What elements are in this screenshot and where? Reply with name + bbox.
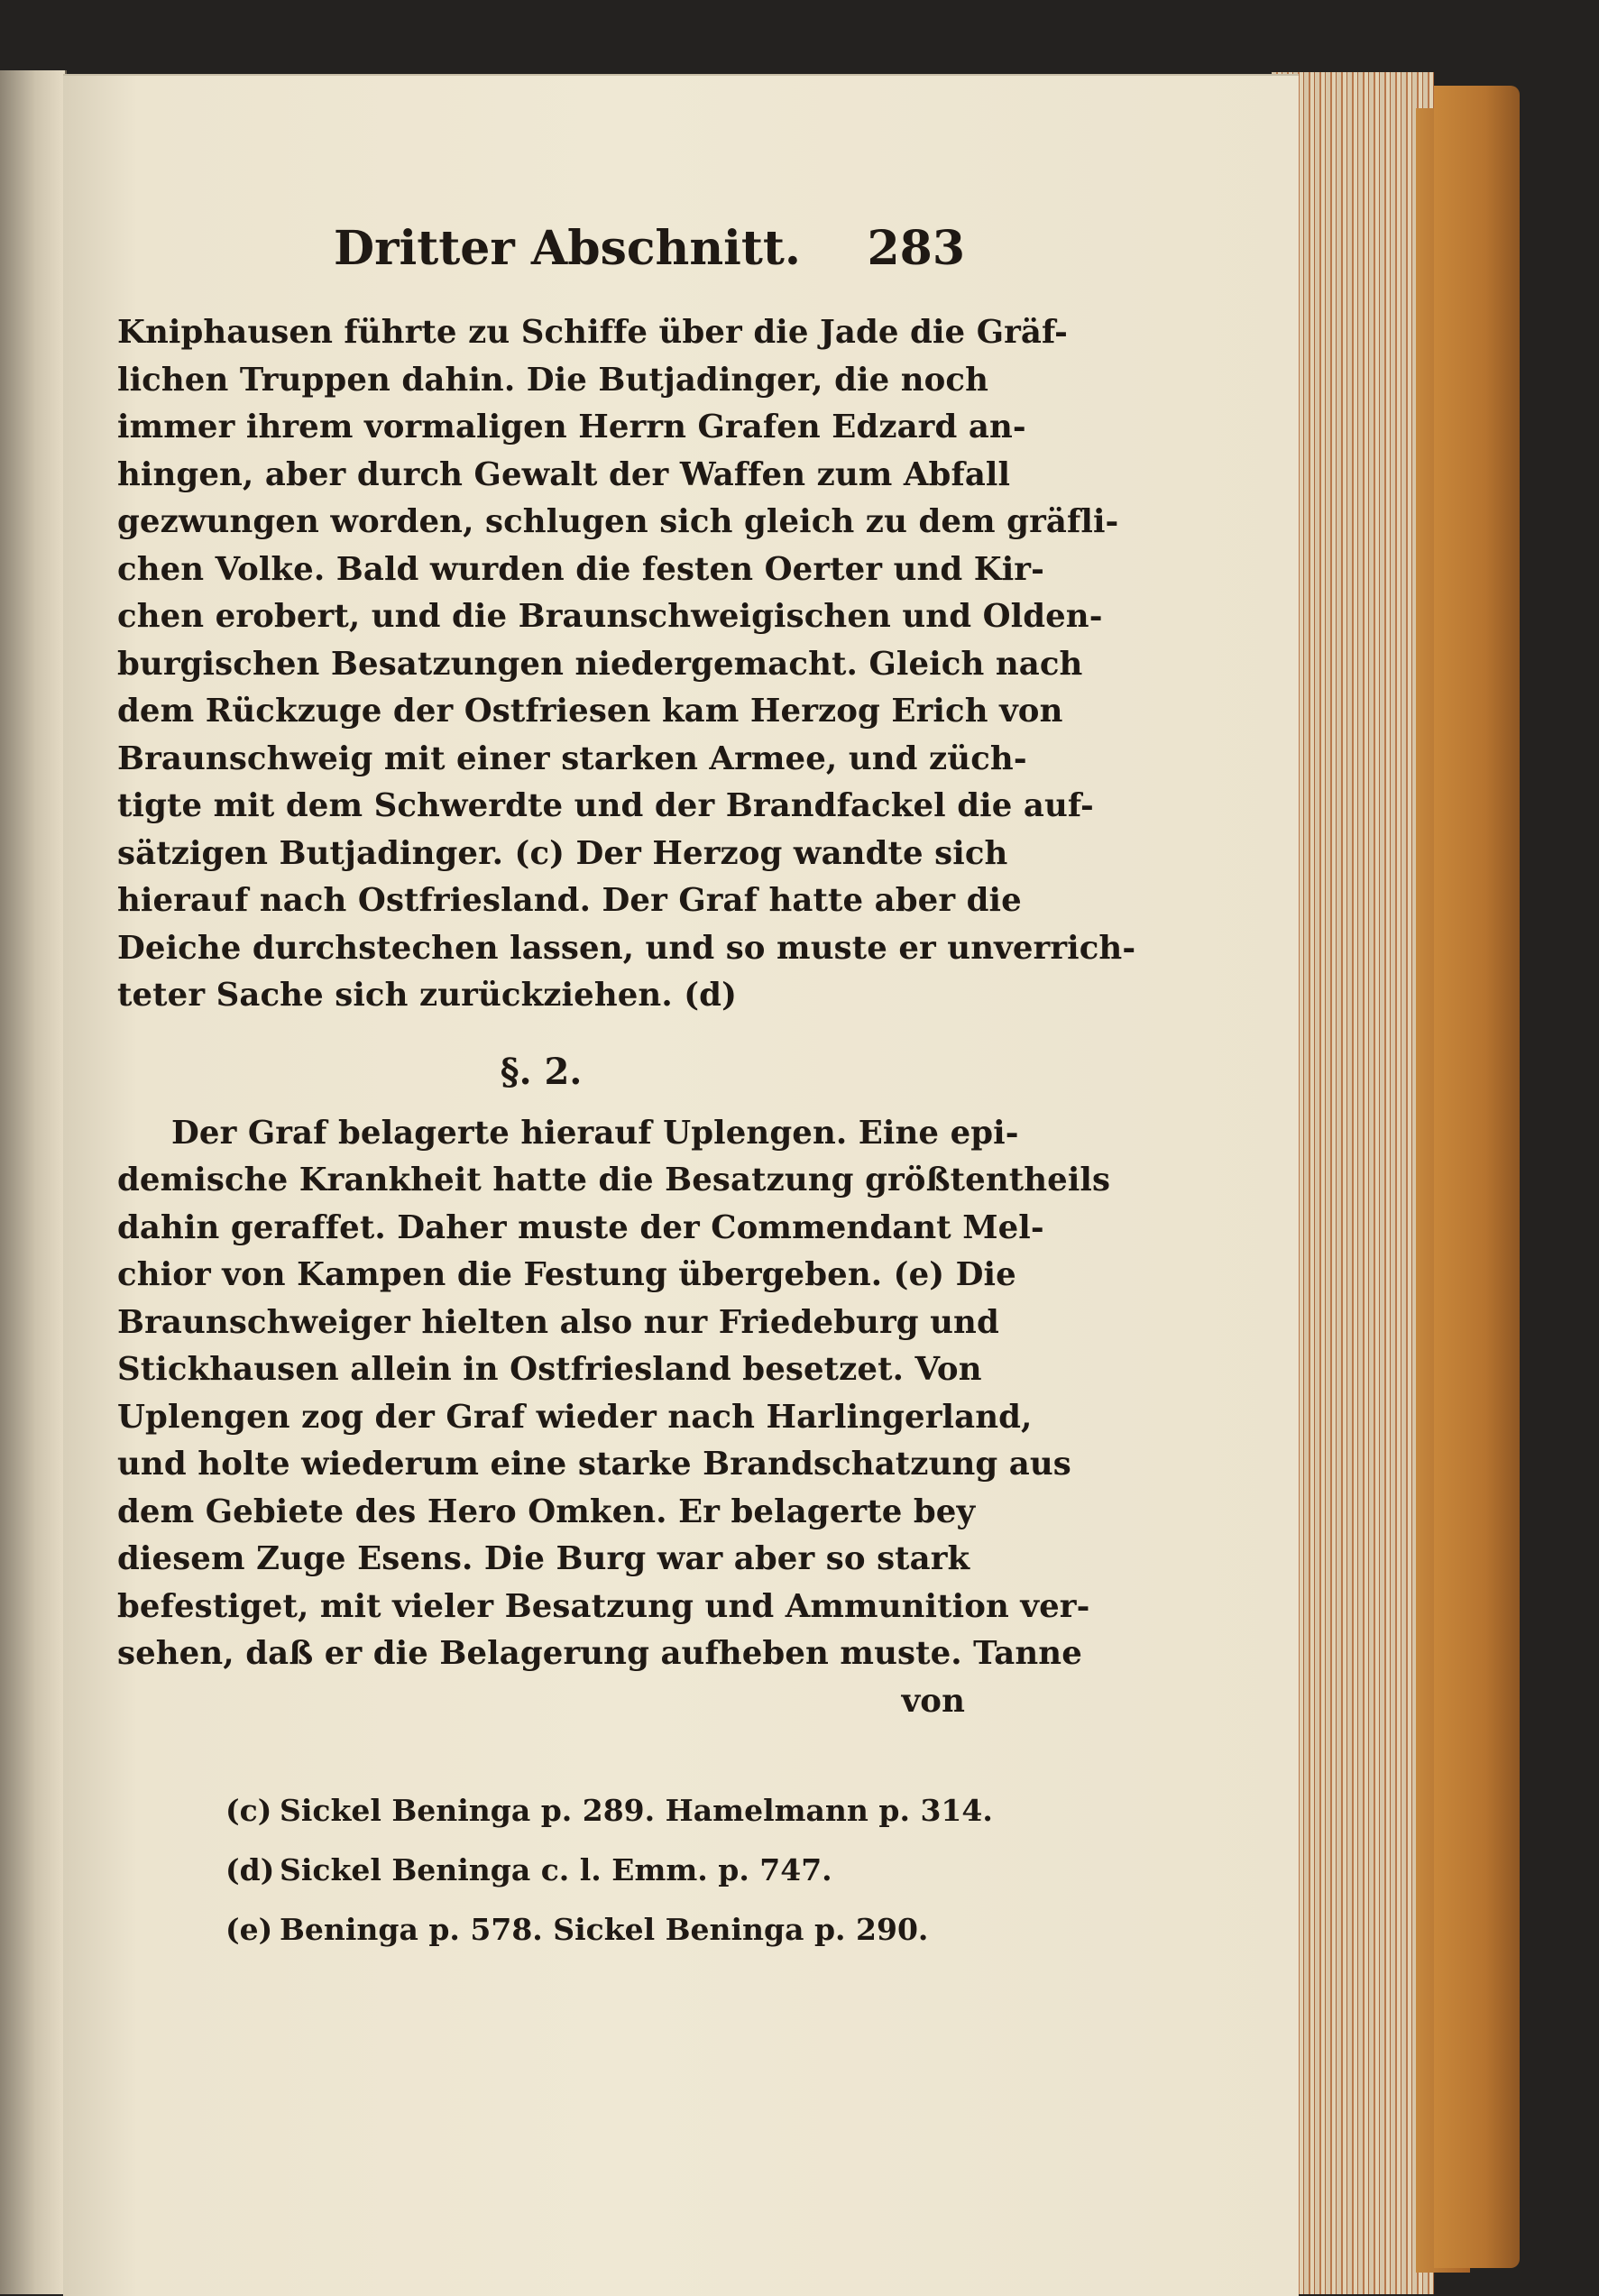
text-line: Stickhausen allein in Ostfriesland besetzet. Von bbox=[117, 1351, 982, 1388]
text-line: sehen, daß er die Belagerung aufheben muste. Tanne bbox=[117, 1635, 1082, 1672]
chapter-title: Dritter Abschnitt. bbox=[334, 221, 802, 276]
text-line: und holte wiederum eine starke Brandschatzung aus bbox=[117, 1446, 1071, 1483]
footnote-mark: (c) bbox=[225, 1793, 272, 1828]
text-line: burgischen Besatzungen niedergemacht. Gleich nach bbox=[117, 645, 1083, 683]
text-line: gezwungen worden, schlugen sich gleich zu dem gräfli- bbox=[117, 503, 1119, 540]
page-number: 283 bbox=[867, 221, 965, 276]
footnotes bbox=[117, 1781, 993, 1960]
text-line: sätzigen Butjadinger. (c) Der Herzog wandte sich bbox=[117, 834, 1008, 872]
text-line: dem Gebiete des Hero Omken. Er belagerte bey bbox=[117, 1492, 976, 1530]
text-line: Braunschweig mit einer starken Armee, und züch- bbox=[117, 739, 1027, 777]
text-line: Kniphausen führte zu Schiffe über die Jade die Gräf- bbox=[117, 314, 1068, 351]
text-line: Uplengen zog der Graf wieder nach Harlingerland, bbox=[117, 1398, 1033, 1436]
text-line: Deiche durchstechen lassen, und so muste er unverrich- bbox=[117, 929, 1136, 967]
running-header bbox=[117, 221, 965, 293]
text-line: Der Graf belagerte hierauf Uplengen. Eine epi- bbox=[171, 1114, 1019, 1152]
paragraph-2 bbox=[117, 1110, 1111, 1726]
text-line: befestiget, mit vieler Besatzung und Ammunition ver- bbox=[117, 1587, 1090, 1625]
text-line: chior von Kampen die Festung übergeben. (e) Die bbox=[117, 1256, 1016, 1293]
footnote-text: Beninga p. 578. Sickel Beninga p. 290. bbox=[280, 1912, 929, 1947]
paragraph-1 bbox=[117, 309, 1136, 1020]
book-cover bbox=[1434, 86, 1520, 2268]
text-line: Braunschweiger hielten also nur Friedeburg und bbox=[117, 1303, 999, 1341]
text-line: lichen Truppen dahin. Die Butjadinger, die noch bbox=[117, 361, 989, 399]
page-text-block bbox=[117, 221, 1136, 1960]
footnote-e bbox=[225, 1900, 965, 1960]
footnote-text: Sickel Beninga p. 289. Hamelmann p. 314. bbox=[280, 1793, 993, 1828]
text-line: tigte mit dem Schwerdte und der Brandfackel die auf- bbox=[117, 787, 1094, 824]
footnote-d bbox=[225, 1841, 965, 1900]
text-line: chen Volke. Bald wurden die festen Oerter und Kir- bbox=[117, 550, 1044, 588]
footnote-mark: (e) bbox=[225, 1912, 273, 1947]
footnote-mark: (d) bbox=[225, 1852, 275, 1887]
text-line: dahin geraffet. Daher muste der Commendant Mel- bbox=[117, 1208, 1044, 1246]
catchword: von bbox=[901, 1682, 965, 1720]
text-line: demische Krankheit hatte die Besatzung größtentheils bbox=[117, 1162, 1111, 1199]
text-line: immer ihrem vormaligen Herrn Grafen Edzard an- bbox=[117, 409, 1026, 445]
text-line: teter Sache sich zurückziehen. (d) bbox=[117, 977, 737, 1014]
text-line: hierauf nach Ostfriesland. Der Graf hatte aber die bbox=[117, 882, 1022, 919]
text-line: diesem Zuge Esens. Die Burg war aber so stark bbox=[117, 1540, 970, 1577]
facing-page-edge bbox=[0, 70, 67, 2294]
text-line: chen erobert, und die Braunschweigischen und Olden- bbox=[117, 598, 1103, 635]
footnote-c bbox=[225, 1781, 993, 1841]
section-heading: §. 2. bbox=[500, 1050, 583, 1093]
text-line: hingen, aber durch Gewalt der Waffen zum Abfall bbox=[117, 455, 1011, 493]
text-line: dem Rückzuge der Ostfriesen kam Herzog Erich von bbox=[117, 693, 1063, 730]
footnote-text: Sickel Beninga c. l. Emm. p. 747. bbox=[280, 1852, 832, 1887]
